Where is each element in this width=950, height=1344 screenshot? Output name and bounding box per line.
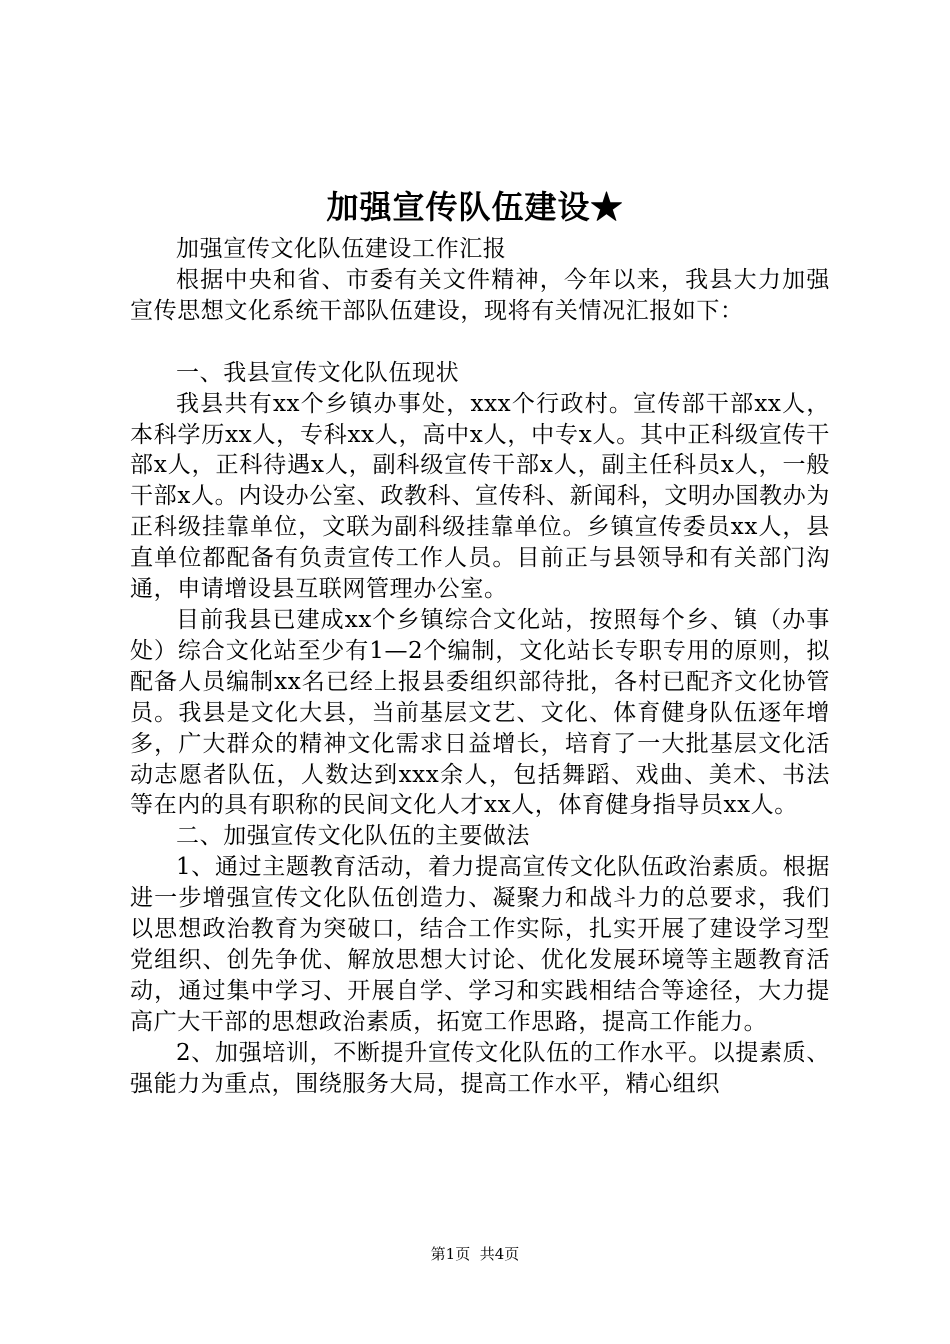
paragraph-spacer <box>130 327 830 358</box>
document-body <box>130 234 830 1099</box>
report-heading: 加强宣传文化队伍建设工作汇报 <box>176 236 507 262</box>
footer-separator <box>470 1245 480 1263</box>
measure-paragraph-2: 2、加强培训，不断提升宣传文化队伍的工作水平。以提素质、强能力为重点，围绕服务大局，提高工作水平，精心组织 <box>130 1039 830 1097</box>
page-total: 共4页 <box>479 1245 520 1263</box>
measure-paragraph-1: 1、通过主题教育活动，着力提高宣传文化队伍政治素质。根据进一步增强宣传文化队伍创造力、凝聚力和战斗力的总要求，我们以思想政治教育为突破口，结合工作实际，扎实开展了建设学习型党组织、创先争优、解放思想大讨论、优化发展环境等主题教育活动，通过集中学习、开展自学、学习和实践相结合等途径，大力提高广大干部的思想政治素质，拓宽工作思路，提高工作能力。 <box>130 854 830 1035</box>
page-number: 第1页 <box>430 1245 471 1263</box>
section-heading-2: 二、加强宣传文化队伍的主要做法 <box>176 823 530 850</box>
intro-paragraph: 根据中央和省、市委有关文件精神，今年以来，我县大力加强宣传思想文化系统干部队伍建设，现将有关情况汇报如下： <box>130 266 830 324</box>
culture-station-paragraph: 目前我县已建成xx个乡镇综合文化站，按照每个乡、镇（办事处）综合文化站至少有1—2个编制，文化站长专职专用的原则，拟配备人员编制xx名已经上报县委组织部待批，各村已配齐文化协管员。我县是文化大县，当前基层文艺、文化、体育健身队伍逐年增多，广大群众的精神文化需求日益增长，培育了一大批基层文化活动志愿者队伍，人数达到xxx余人，包括舞蹈、戏曲、美术、书法等在内的具有职称的民间文化人才xx人，体育健身指导员xx人。 <box>130 606 830 819</box>
document-title: 加强宣传队伍建设★ <box>326 188 624 226</box>
section-heading-1: 一、我县宣传文化队伍现状 <box>176 359 460 386</box>
page-footer <box>0 1244 950 1264</box>
status-paragraph: 我县共有xx个乡镇办事处，xxx个行政村。宣传部干部xx人，本科学历xx人，专科xx人，高中x人，中专x人。其中正科级宣传干部x人，正科待遇x人，副科级宣传干部x人，副主任科员x人，一般干部x人。内设办公室、政教科、宣传科、新闻科，文明办国教办为正科级挂靠单位，文联为副科级挂靠单位。乡镇宣传委员xx人，县直单位都配备有负责宣传工作人员。目前正与县领导和有关部门沟通，申请增设县互联网管理办公室。 <box>130 390 830 603</box>
